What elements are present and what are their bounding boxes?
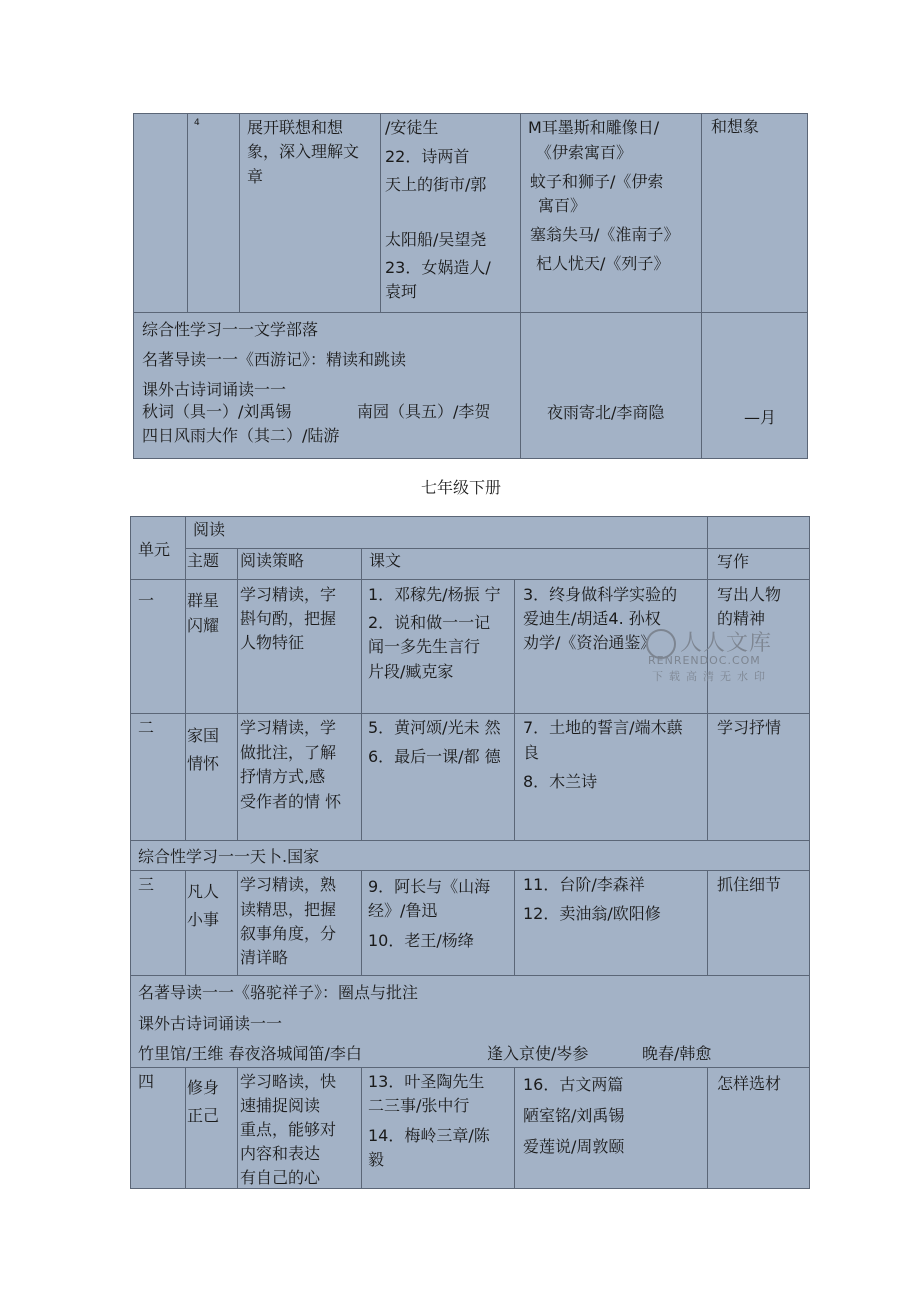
extra-line: 寓百》	[538, 196, 587, 215]
extra-line: M耳墨斯和雕像日/	[528, 118, 660, 137]
header-reading: 阅读	[193, 520, 226, 539]
unit-theme: 修身	[187, 1078, 220, 1097]
masterpiece-reading: 名著导读一一《骆驼祥子》：圈点与批注	[138, 983, 419, 1002]
unit-strategy: 学习精读，熟	[240, 875, 337, 894]
unit-text: 劝学/《资治通鉴》	[523, 633, 657, 652]
unit-strategy: 学习精读，学	[240, 718, 337, 737]
header-strategy: 阅读策略	[240, 551, 305, 570]
unit-theme: 情怀	[187, 754, 220, 773]
unit-strategy: 清详略	[240, 948, 289, 967]
text-line: 袁珂	[385, 282, 418, 301]
unit-strategy: 读精思，把握	[240, 900, 337, 919]
unit-text: 闻一多先生言行	[368, 637, 481, 656]
extra-line: 杞人忧天/《列子》	[536, 254, 670, 273]
unit-text: 13．叶圣陶先生	[368, 1072, 485, 1091]
poem: 秋词（具一）/刘禹锡	[142, 402, 292, 421]
unit-writing: 学习抒情	[717, 718, 782, 737]
unit-strategy: 重点，能够对	[240, 1120, 337, 1139]
watermark-site: RENRENDOC.COM	[648, 654, 761, 667]
unit-text: 1．邓稼先/杨振 宁	[368, 585, 501, 604]
unit-text: 8．木兰诗	[523, 772, 598, 791]
strategy-line: 展开联想和想	[247, 118, 344, 137]
unit-strategy: 做批注，了解	[240, 743, 337, 762]
unit-text: 3．终身做科学实验的	[523, 585, 678, 604]
unit-strategy: 受作者的情 怀	[240, 792, 342, 811]
unit-theme: 家国	[187, 726, 220, 745]
comprehensive-study: 综合性学习一一天卜.国家	[138, 847, 320, 866]
unit-text: 经》/鲁迅	[368, 901, 438, 920]
text-line: 太阳船/吴望尧	[385, 230, 487, 249]
unit-writing: 写出人物	[717, 585, 782, 604]
unit-text: 片段/臧克家	[368, 662, 454, 681]
text-line: 23．女娲造人/	[385, 258, 491, 277]
extra-line: 蚊子和狮子/《伊索	[530, 172, 664, 191]
unit-text: 良	[523, 743, 540, 762]
unit-number: 一	[138, 591, 155, 610]
poem: 竹里馆/王维 春夜洛城闻笛/李白	[138, 1044, 362, 1063]
unit-strategy: 学习略读，快	[240, 1072, 337, 1091]
extra-line: 塞翁失马/《淮南子》	[530, 225, 680, 244]
unit-text: 7．土地的誓言/端木蕻	[523, 718, 683, 737]
unit-text: 16．古文两篇	[523, 1075, 624, 1094]
unit-theme: 凡人	[187, 882, 220, 901]
poem: 夜雨寄北/李商隐	[547, 403, 665, 422]
watermark-slogan: 下载高清无水印	[652, 670, 771, 683]
text-line: 22．诗两首	[385, 147, 470, 166]
unit-strategy: 人物特征	[240, 633, 305, 652]
unit-strategy: 内容和表达	[240, 1144, 321, 1163]
unit-strategy: 斟句酌，把握	[240, 609, 337, 628]
header-theme: 主题	[187, 551, 220, 570]
unit-text: 2．说和做一一记	[368, 613, 491, 632]
unit-number: 四	[138, 1072, 155, 1091]
unit-text: 6．最后一课/都 德	[368, 747, 501, 766]
unit-text: 9．阿长与《山海	[368, 877, 491, 896]
unit-text: 二三事/张中行	[368, 1096, 470, 1115]
unit-text: 10．老王/杨绛	[368, 931, 474, 950]
header-unit: 单元	[138, 540, 171, 559]
unit-text: 毅	[368, 1150, 385, 1169]
poem: —月	[744, 408, 777, 427]
poetry-title: 课外古诗词诵读一一	[142, 380, 287, 399]
unit-theme: 正己	[187, 1106, 220, 1125]
unit-number: 二	[138, 718, 155, 737]
section-title: 七年级下册	[421, 478, 502, 497]
masterpiece-reading: 名著导读一一《西游记》：精读和跳读	[142, 350, 407, 369]
unit-writing: 抓住细节	[717, 875, 782, 894]
unit-writing: 怎样选材	[717, 1074, 782, 1093]
unit-strategy: 学习精读，字	[240, 585, 337, 604]
watermark-title: 人人文库	[680, 631, 773, 656]
comprehensive-study: 综合性学习一一文学部落	[142, 320, 319, 339]
extra-line: 《伊索寓百》	[536, 143, 633, 162]
unit-text: 陋室铭/刘禹锡	[523, 1106, 625, 1125]
poem: 四日风雨大作（其二）/陆游	[142, 426, 340, 445]
unit-strategy: 速捕捉阅读	[240, 1096, 321, 1115]
strategy-line: 象，深入理解文	[247, 142, 360, 161]
text-line: /安徒生	[385, 118, 439, 137]
strategy-line: 章	[247, 167, 264, 186]
poetry-title: 课外古诗词诵读一一	[138, 1014, 283, 1033]
small-mark: 4	[194, 118, 200, 128]
text-line: 天上的街市/郭	[385, 175, 487, 194]
unit-theme: 小事	[187, 910, 220, 929]
poem: 南园（具五）/李贺	[357, 402, 491, 421]
unit-text: 爱迪生/胡适4. 孙权	[523, 609, 661, 628]
poem: 逢入京使/岑参	[487, 1044, 589, 1063]
unit-strategy: 叙事角度，分	[240, 924, 337, 943]
unit-writing: 的精神	[717, 609, 766, 628]
unit-number: 三	[138, 875, 155, 894]
unit-text: 爱莲说/周敦颐	[523, 1137, 625, 1156]
unit-text: 11．台阶/李森祥	[523, 875, 645, 894]
unit-text: 14．梅岭三章/陈	[368, 1126, 490, 1145]
unit-strategy: 有自己的心	[240, 1168, 321, 1187]
header-writing: 写作	[717, 552, 750, 571]
unit-theme: 闪耀	[187, 616, 220, 635]
unit-text: 12．卖油翁/欧阳修	[523, 904, 661, 923]
writing-cell: 和想象	[711, 117, 760, 136]
unit-strategy: 抒情方式,感	[240, 767, 326, 786]
poem: 晚春/韩愈	[642, 1044, 712, 1063]
unit-theme: 群星	[187, 591, 220, 610]
unit-text: 5．黄河颂/光未 然	[368, 718, 501, 737]
header-texts: 课文	[369, 551, 402, 570]
